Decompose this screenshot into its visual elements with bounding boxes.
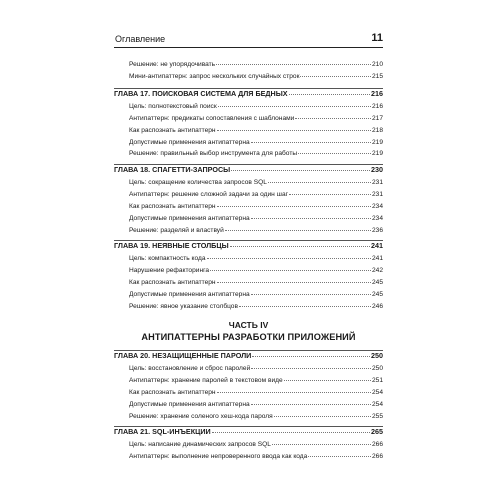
entry-title: Цель: написание динамических запросов SQL: [129, 441, 271, 448]
entry-page-number: 236: [371, 227, 383, 234]
entry-title: Как распознать антипаттерн: [129, 389, 216, 396]
entry-title: ГЛАВА 21. SQL-ИНЪЕКЦИИ: [114, 427, 211, 436]
toc-entry: [114, 253, 383, 265]
entry-page-number: 255: [371, 413, 383, 420]
dot-leader: [251, 403, 371, 405]
entry-page-number: 246: [371, 303, 383, 310]
toc-entry: [114, 277, 383, 289]
chapter-heading: [114, 88, 383, 100]
dot-leader: [239, 305, 371, 307]
dot-leader: [218, 105, 371, 107]
toc-entry: [114, 113, 383, 125]
entry-page-number: 241: [371, 255, 383, 262]
dot-leader: [268, 181, 371, 183]
entry-page-number: 254: [371, 401, 383, 408]
running-head: [114, 31, 383, 48]
dot-leader: [225, 229, 371, 231]
entry-title: Антипаттерн: выполнение непроверенного ввода как кода: [129, 453, 308, 460]
entry-title: Цель: полнотекстовый поиск: [129, 103, 217, 110]
entry-page-number: 219: [371, 139, 383, 146]
dot-leader: [295, 117, 371, 119]
dot-leader: [207, 257, 371, 259]
entry-title: Нарушение рефакторинга: [129, 267, 210, 274]
entry-page-number: 241: [371, 241, 383, 250]
dot-leader: [272, 443, 371, 445]
entry-title: ГЛАВА 19. НЕЯВНЫЕ СТОЛБЦЫ: [114, 241, 229, 250]
entry-page-number: 254: [371, 389, 383, 396]
entry-page-number: 219: [371, 150, 383, 157]
dot-leader: [216, 63, 371, 65]
entry-title: ГЛАВА 18. СПАГЕТТИ-ЗАПРОСЫ: [114, 165, 231, 174]
entry-title: Решение: хранение соленого хеш-кода пароля: [129, 413, 273, 420]
entry-page-number: 216: [371, 89, 383, 98]
entry-page-number: 231: [371, 179, 383, 186]
toc-entry: [114, 213, 383, 225]
entry-page-number: 217: [371, 115, 383, 122]
entry-page-number: 245: [371, 291, 383, 298]
entry-page-number: 242: [371, 267, 383, 274]
toc-entry: [114, 375, 383, 387]
dot-leader: [210, 269, 371, 271]
entry-title: Антипаттерн: предикаты сопоставления с шаблонами: [129, 115, 295, 122]
entry-page-number: 251: [371, 377, 383, 384]
toc-entry: [114, 225, 383, 237]
entry-page-number: 231: [371, 191, 383, 198]
entry-title: Решение: не упорядочивать: [129, 61, 216, 68]
toc-entry: [114, 399, 383, 411]
entry-title: Решение: правильный выбор инструмента для работы: [129, 150, 298, 157]
dot-leader: [230, 245, 370, 247]
dot-leader: [300, 75, 371, 77]
entry-title: Допустимые применения антипаттерна: [129, 401, 250, 408]
chapter-heading: [114, 426, 383, 438]
entry-title: Цель: сокращение количества запросов SQL: [129, 179, 267, 186]
dot-leader: [252, 355, 370, 357]
dot-leader: [217, 129, 371, 131]
entry-page-number: 216: [371, 103, 383, 110]
entry-title: Мини-антипаттерн: запрос нескольких случайных строк: [129, 73, 300, 80]
entry-title: Как распознать антипаттерн: [129, 127, 216, 134]
entry-page-number: 215: [371, 73, 383, 80]
part-title: АНТИПАТТЕРНЫ РАЗРАБОТКИ ПРИЛОЖЕНИЙ: [141, 332, 356, 342]
dot-leader: [251, 217, 371, 219]
toc-entry: [114, 411, 383, 423]
entry-title: ГЛАВА 20. НЕЗАЩИЩЕННЫЕ ПАРОЛИ: [114, 351, 252, 360]
part-number: ЧАСТЬ IV: [228, 320, 269, 330]
toc-entry: [114, 265, 383, 277]
toc-entry: [114, 201, 383, 213]
entry-page-number: 210: [371, 61, 383, 68]
dot-leader: [217, 391, 371, 393]
entry-page-number: 250: [371, 365, 383, 372]
entry-page-number: 234: [371, 203, 383, 210]
dot-leader: [231, 169, 370, 171]
toc-entry: [114, 289, 383, 301]
entry-title: Как распознать антипаттерн: [129, 279, 216, 286]
toc-entry: [114, 451, 383, 463]
entry-page-number: 234: [371, 215, 383, 222]
entry-title: Решение: явное указание столбцов: [129, 303, 238, 310]
entry-title: Допустимые применения антипаттерна: [129, 215, 250, 222]
entry-page-number: 265: [371, 427, 383, 436]
dot-leader: [289, 193, 371, 195]
toc-entry: [114, 125, 383, 137]
entry-page-number: 250: [371, 351, 383, 360]
entry-title: Решение: разделяй и властвуй: [129, 227, 224, 234]
entry-page-number: 245: [371, 279, 383, 286]
page-number: 11: [371, 32, 383, 44]
entry-page-number: 230: [371, 165, 383, 174]
toc-entry: [114, 439, 383, 451]
entry-page-number: 266: [371, 453, 383, 460]
entry-page-number: 266: [371, 441, 383, 448]
part-heading: [114, 319, 383, 344]
dot-leader: [251, 367, 371, 369]
dot-leader: [284, 379, 371, 381]
dot-leader: [298, 152, 371, 154]
dot-leader: [217, 205, 371, 207]
entry-title: Цель: восстановление и сброс паролей: [129, 365, 251, 372]
entry-title: ГЛАВА 17. ПОИСКОВАЯ СИСТЕМА ДЛЯ БЕДНЫХ: [114, 89, 288, 98]
chapter-heading: [114, 164, 383, 176]
toc-entry: [114, 71, 383, 83]
dot-leader: [217, 281, 371, 283]
toc-entry: [114, 177, 383, 189]
entry-title: Допустимые применения антипаттерна: [129, 291, 250, 298]
toc-entry: [114, 189, 383, 201]
dot-leader: [251, 293, 371, 295]
entry-title: Допустимые применения антипаттерна: [129, 139, 250, 146]
toc-entry: [114, 148, 383, 160]
dot-leader: [212, 431, 370, 433]
dot-leader: [289, 93, 370, 95]
entry-title: Как распознать антипаттерн: [129, 203, 216, 210]
dot-leader: [308, 455, 371, 457]
chapter-heading: [114, 350, 383, 362]
dot-leader: [274, 415, 371, 417]
dot-leader: [251, 141, 371, 143]
entry-title: Цель: компактность кода: [129, 255, 206, 262]
chapter-heading: [114, 240, 383, 252]
entry-page-number: 218: [371, 127, 383, 134]
toc-entry: [114, 387, 383, 399]
entry-title: Антипаттерн: хранение паролей в текстовом виде: [129, 377, 283, 384]
running-head-title: Оглавление: [115, 34, 166, 44]
toc-entry: [114, 101, 383, 113]
toc-entry: [114, 301, 383, 313]
toc-entry: [114, 363, 383, 375]
entry-title: Антипаттерн: решение сложной задачи за один шаг: [129, 191, 289, 198]
toc-entry: [114, 59, 383, 71]
